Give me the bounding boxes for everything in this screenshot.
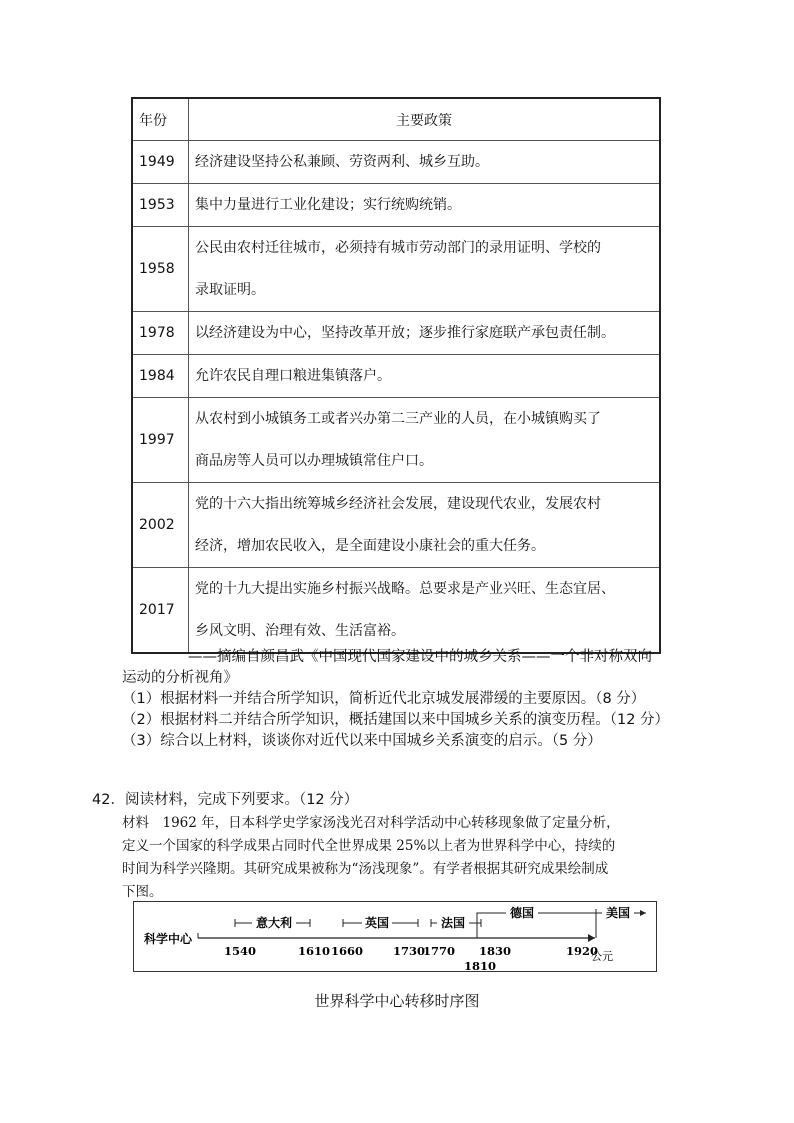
policy-cell	[189, 568, 661, 654]
material-line: 时间为科学兴隆期。其研究成果被称为“汤浅现象”。有学者根据其研究成果绘制成	[122, 861, 609, 877]
policy-line: 集中力量进行工业化建设；实行统购统销。	[195, 197, 461, 213]
question-2: （2）根据材料二并结合所学知识，概括建国以来中国城乡关系的演变历程。（12 分）	[122, 712, 670, 728]
country-label-usa: 美国	[605, 906, 631, 920]
policy-line: 录取证明。	[195, 282, 265, 298]
figure-caption: 世界科学中心转移时序图	[314, 992, 480, 1010]
policy-line: 经济建设坚持公私兼顾、劳资两利、城乡互助。	[195, 154, 489, 170]
policy-line: 乡风文明、治理有效、生活富裕。	[195, 623, 405, 639]
policy-cell	[189, 355, 661, 398]
axis-arrow	[588, 934, 595, 942]
material-line: 定义一个国家的科学成果占同时代全世界成果 25%以上者为世界科学中心，持续的	[122, 838, 616, 854]
policy-table	[131, 97, 661, 654]
table-row	[132, 227, 660, 312]
header-year: 年份	[132, 98, 189, 141]
year-cell: 2017	[132, 568, 189, 654]
policy-line: 公民由农村迁往城市，必须持有城市劳动部门的录用证明、学校的	[195, 240, 601, 256]
material-paragraph	[122, 812, 700, 904]
source-line-1: ——摘编自颜昌武《中国现代国家建设中的城乡关系——一个非对称双向	[188, 649, 652, 665]
year-cell: 1953	[132, 184, 189, 227]
timeline-figure	[133, 901, 657, 972]
policy-cell	[189, 227, 661, 312]
table-row	[132, 355, 660, 398]
table-row	[132, 312, 660, 355]
header-policy: 主要政策	[189, 98, 661, 141]
policy-line: 以经济建设为中心，坚持改革开放；逐步推行家庭联产承包责任制。	[195, 325, 615, 341]
source-line-2: 运动的分析视角》	[122, 670, 238, 686]
table-row	[132, 184, 660, 227]
country-label-france: 法国	[440, 916, 466, 930]
year-cell: 2002	[132, 483, 189, 568]
policy-line: 党的十九大提出实施乡村振兴战略。总要求是产业兴旺、生态宜居、	[195, 581, 615, 597]
policy-cell	[189, 312, 661, 355]
policy-cell	[189, 398, 661, 483]
year-cell: 1997	[132, 398, 189, 483]
year-cell: 1958	[132, 227, 189, 312]
policy-line: 商品房等人员可以办理城镇常住户口。	[195, 453, 433, 469]
year-label-1770: 1770	[423, 944, 456, 958]
policy-line: 党的十六大指出统筹城乡经济社会发展，建设现代农业，发展农村	[195, 496, 601, 512]
table-row	[132, 398, 660, 483]
table-row	[132, 141, 660, 184]
axis-label: 科学中心	[144, 932, 193, 946]
policy-line: 允许农民自理口粮进集镇落户。	[195, 368, 391, 384]
country-label-britain: 英国	[364, 916, 390, 930]
question-42-title: 42．阅读材料，完成下列要求。（12 分）	[92, 792, 359, 808]
question-3: （3）综合以上材料，谈谈你对近代以来中国城乡关系演变的启示。（5 分）	[122, 733, 602, 749]
year-label-1920: 1920	[566, 944, 599, 958]
country-label-italy: 意大利	[255, 916, 293, 930]
material-line: 材料 1962 年，日本科学史学家汤浅光召对科学活动中心转移现象做了定量分析，	[122, 815, 620, 831]
question-1: （1）根据材料一并结合所学知识，简析近代北京城发展滞缓的主要原因。（8 分）	[122, 691, 646, 707]
policy-cell	[189, 483, 661, 568]
year-cell: 1984	[132, 355, 189, 398]
table-header-row	[132, 98, 660, 141]
year-label-1610: 1610	[298, 944, 331, 958]
policy-cell	[189, 184, 661, 227]
year-label-1830: 1830	[479, 944, 512, 958]
table-row	[132, 483, 660, 568]
policy-line: 经济，增加农民收入，是全面建设小康社会的重大任务。	[195, 538, 545, 554]
table-row	[132, 568, 660, 654]
policy-line: 从农村到小城镇务工或者兴办第二三产业的人员，在小城镇购买了	[195, 411, 601, 427]
year-label-1810: 1810	[464, 959, 497, 973]
year-label-1540: 1540	[224, 944, 257, 958]
period-usa-arrow	[640, 910, 646, 916]
country-label-germany: 德国	[509, 906, 535, 920]
year-cell: 1949	[132, 141, 189, 184]
policy-cell	[189, 141, 661, 184]
material-line: 下图。	[122, 884, 163, 900]
year-label-1730: 1730	[393, 944, 426, 958]
timeline-svg	[134, 902, 658, 973]
year-label-1660: 1660	[331, 944, 364, 958]
year-cell: 1978	[132, 312, 189, 355]
unit-label: 公元	[591, 950, 613, 963]
